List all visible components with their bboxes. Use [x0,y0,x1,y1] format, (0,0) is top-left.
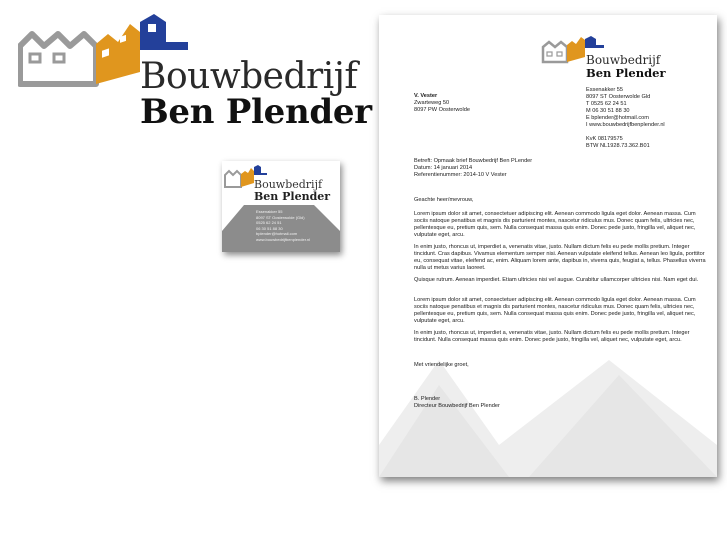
logo-line-ben-plender: Ben Plender [140,92,372,132]
letter-subject: Betreft: Opmaak brief Bouwbedrijf Ben PLender [414,158,533,164]
sender-street: Essenakker 55 [586,87,624,93]
letter-reference-block [414,158,532,179]
recipient-name: V. Vester [414,93,438,99]
letter-date: Datum: 14 januari 2014 [414,165,473,171]
signature-name: B. Plender [414,396,441,402]
letter-logo-bouwbedrijf: Bouwbedrijf [586,53,661,67]
letterhead-page [379,15,717,477]
letter-paragraph: Lorem ipsum dolor sit amet, consectetuer adipiscing elit. Aenean commodo ligula eget dolor. Aenean massa. Cum sociis natoque penatibus et magnis dis parturient montes, nascetur ridiculus mus. Donec quam felis, ultricies nec, pellentesque eu, pretium quis, sem. Nulla consequat massa quis enim. Donec pede justo, fringilla vel, aliquet nec, vulputate eget, arcu. [414,211,696,238]
sender-email: E bplender@hotmail.com [586,115,649,121]
letter-paragraph: Lorem ipsum dolor sit amet, consectetuer adipiscing elit. Aenean commodo ligula eget dolor. Aenean massa. Cum sociis natoque penatibus et magnis dis parturient montes, nascetur ridiculus mus. Donec quam felis, ultricies nec, pellentesque eu, pretium quis, sem. Nulla consequat massa quis enim. Donec pede justo, fringilla vel, aliquet nec, vulputate eget, arcu. [414,297,696,324]
business-card [222,161,340,252]
sender-kvk: KvK 08179575 [586,136,623,142]
signature-title: Directeur Bouwbedrijf Ben Plender [414,403,500,409]
card-line: Essenakker 55 [256,209,283,214]
letter-paragraph: In enim justo, rhoncus ut, imperdiet a, venenatis vitae, justo. Nullam dictum felis eu pede mollis pretium. Integer tincidunt. Nulla consequat massa quis enim. Donec pede justo, fringilla vel, aliquet nec, vulputate eget, arcu. [414,330,690,343]
recipient-address [414,93,470,114]
letter-logo-ben-plender: Ben Plender [586,66,666,80]
card-line: www.bouwbedrijfbenplender.nl [256,236,311,242]
sender-web: I www.bouwbedrijfbenplender.nl [586,122,665,128]
letter-salutation: Geachte heer/mevrouw, [414,197,474,203]
card-line: bplender@hotmail.com [256,231,298,237]
card-contact-lines [256,209,310,243]
card-line: 0525 62 24 51 [256,220,282,226]
sender-address [586,87,665,150]
letter-paragraph: Quisque rutrum. Aenean imperdiet. Etiam ultricies nisi vel augue. Curabitur ullamcorper ultricies nisi. Nam eget dui. [414,277,699,283]
company-logo [18,14,372,132]
logo-line-bouwbedrijf: Bouwbedrijf [140,56,358,97]
letter-closing: Met vriendelijke groet, [414,362,469,368]
card-title-bouwbedrijf: Bouwbedrijf [254,178,323,191]
letter-reference: Referentienummer: 2014-10 V Vester [414,172,507,178]
card-line: 06 30 51 88 30 [256,225,283,231]
recipient-city: 8097 PW Oosterwolde [414,107,470,113]
sender-phone: T 0525 62 24 51 [586,101,627,107]
recipient-street: Zwarteweg 50 [414,100,450,106]
letter-paragraph: In enim justo, rhoncus ut, imperdiet a, venenatis vitae, justo. Nullam dictum felis eu pede mollis pretium. Integer tincidunt. Cras dapibus. Vivamus elementum semper nisi. Aenean vulputate eleifend tellus. Aenean leo ligula, porttitor eu, consequat vitae, eleifend ac, enim. Aliquam lorem ante, dapibus in, viverra quis, feugiat a, tellus. Phasellus viverra nulla ut metus varius laoreet. [414,244,706,271]
sender-mobile: M 06 30 51 88 30 [586,108,630,114]
card-title-ben-plender: Ben Plender [254,190,331,203]
sender-city: 8097 ST Oosterwolde Gld [586,94,651,100]
card-line: 8097 ST Oosterwolde (Gld) [256,214,305,220]
sender-btw: BTW NL1928.73.362.B01 [586,143,650,149]
